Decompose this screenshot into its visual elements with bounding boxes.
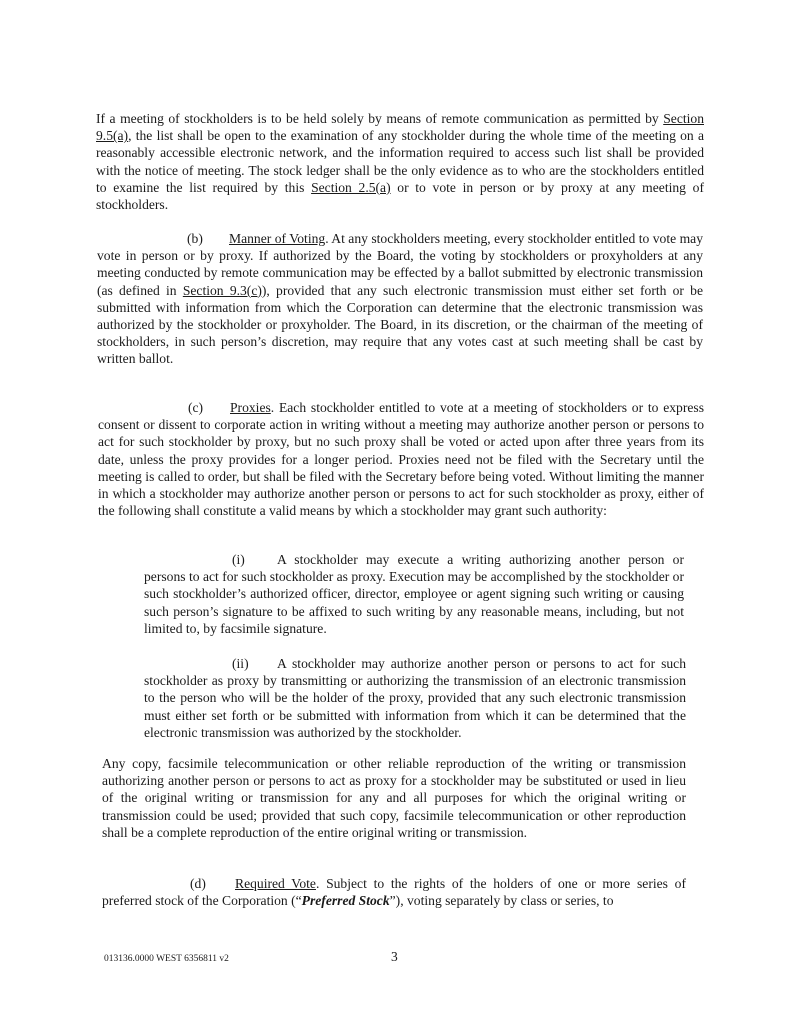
paragraph-b-manner-of-voting: (b) Manner of Voting. At any stockholders meeting, every stockholder entitled to vote may vote in person or by proxy. If authorized by the Board, the voting by stockholders or proxyholders at any meeting conducted by remote communication may be effected by a ballot submitted by electronic transmission (as defined in Section 9.3(c)), provided that any such electronic transmission must either set forth or be submitted with information from which the Corporation can determine that the electronic transmission was authorized by the stockholder or proxyholder. The Board, in its discretion, or the chairman of the meeting of stockholders, in such person’s discretion, may require that any votes cast at such meeting shall be cast by written ballot. xyxy=(97,231,703,367)
paragraph-c-proxies: (c) Proxies. Each stockholder entitled to vote at a meeting of stockholders or to express consent or dissent to corporate action in writing without a meeting may authorize another person or persons to act for such stockholder by proxy, but no such proxy shall be voted or acted upon after three years from its date, unless the proxy provides for a longer period. Proxies need not be filed with the Secretary until the meeting is called to order, but shall be filed with the Secretary before being voted. Without limiting the manner in which a stockholder may authorize another person or persons to act for such stockholder as proxy, either of the following shall constitute a valid means by which a stockholder may grant such authority: xyxy=(98,400,704,519)
paragraph-c-i-written-proxy: (i) A stockholder may execute a writing authorizing another person or persons to act for such stockholder as proxy. Execution may be accomplished by the stockholder or such stockholder’s authorized officer, director, employee or agent signing such writing or causing such person’s signature to be affixed to such writing by any reasonable means, including, but not limited to, by facsimile signature. xyxy=(144,552,684,636)
document-footer-id: 013136.0000 WEST 6356811 v2 xyxy=(104,954,229,964)
section-reference-9-3-c: Section 9.3(c) xyxy=(182,282,262,298)
section-label-b: (b) xyxy=(187,231,203,246)
paragraph-remote-meeting-list: If a meeting of stockholders is to be held solely by means of remote communication as permitted by Section 9.5(a), the list shall be open to the examination of any stockholder during the whole time of the meeting on a reasonably accessible electronic network, and the information required to access such list shall be provided with the notice of meeting. The stock ledger shall be the only evidence as to who are the stockholders entitled to examine the list required by this Section 2.5(a) or to vote in person or by proxy at any meeting of stockholders. xyxy=(96,111,704,213)
section-heading-required-vote: Required Vote xyxy=(235,876,316,891)
section-reference-2-5-a: Section 2.5(a) xyxy=(311,179,391,195)
defined-term-preferred-stock: Preferred Stock xyxy=(301,893,390,909)
page-number: 3 xyxy=(391,949,398,964)
section-label-d: (d) xyxy=(190,876,206,891)
section-heading-proxies: Proxies xyxy=(230,400,271,415)
section-reference-9-5-a: Section 9.5(a) xyxy=(96,111,704,144)
subsection-label-ii: (ii) xyxy=(232,656,249,671)
paragraph-d-required-vote: (d) Required Vote. Subject to the rights of the holders of one or more series of preferred stock of the Corporation (“Preferred Stock”), voting separately by class or series, to xyxy=(102,876,686,909)
section-heading-manner-of-voting: Manner of Voting xyxy=(229,231,326,246)
paragraph-c-ii-electronic-proxy: (ii) A stockholder may authorize another person or persons to act for such stockholder as proxy by transmitting or authorizing the transmission of an electronic transmission to the person who will be the holder of the proxy, provided that any such electronic transmission must either set forth or be submitted with information from which it can be determined that the electronic transmission was authorized by the stockholder. xyxy=(144,656,686,740)
section-label-c: (c) xyxy=(188,400,204,415)
subsection-label-i: (i) xyxy=(232,552,245,567)
paragraph-proxy-copies: Any copy, facsimile telecommunication or other reliable reproduction of the writing or transmission authorizing another person or persons to act as proxy for a stockholder may be substituted or used in lieu of the original writing or transmission for any and all purposes for which the original writing or transmission could be used; provided that such copy, facsimile telecommunication or other reproduction shall be a complete reproduction of the entire original writing or transmission. xyxy=(102,756,686,840)
